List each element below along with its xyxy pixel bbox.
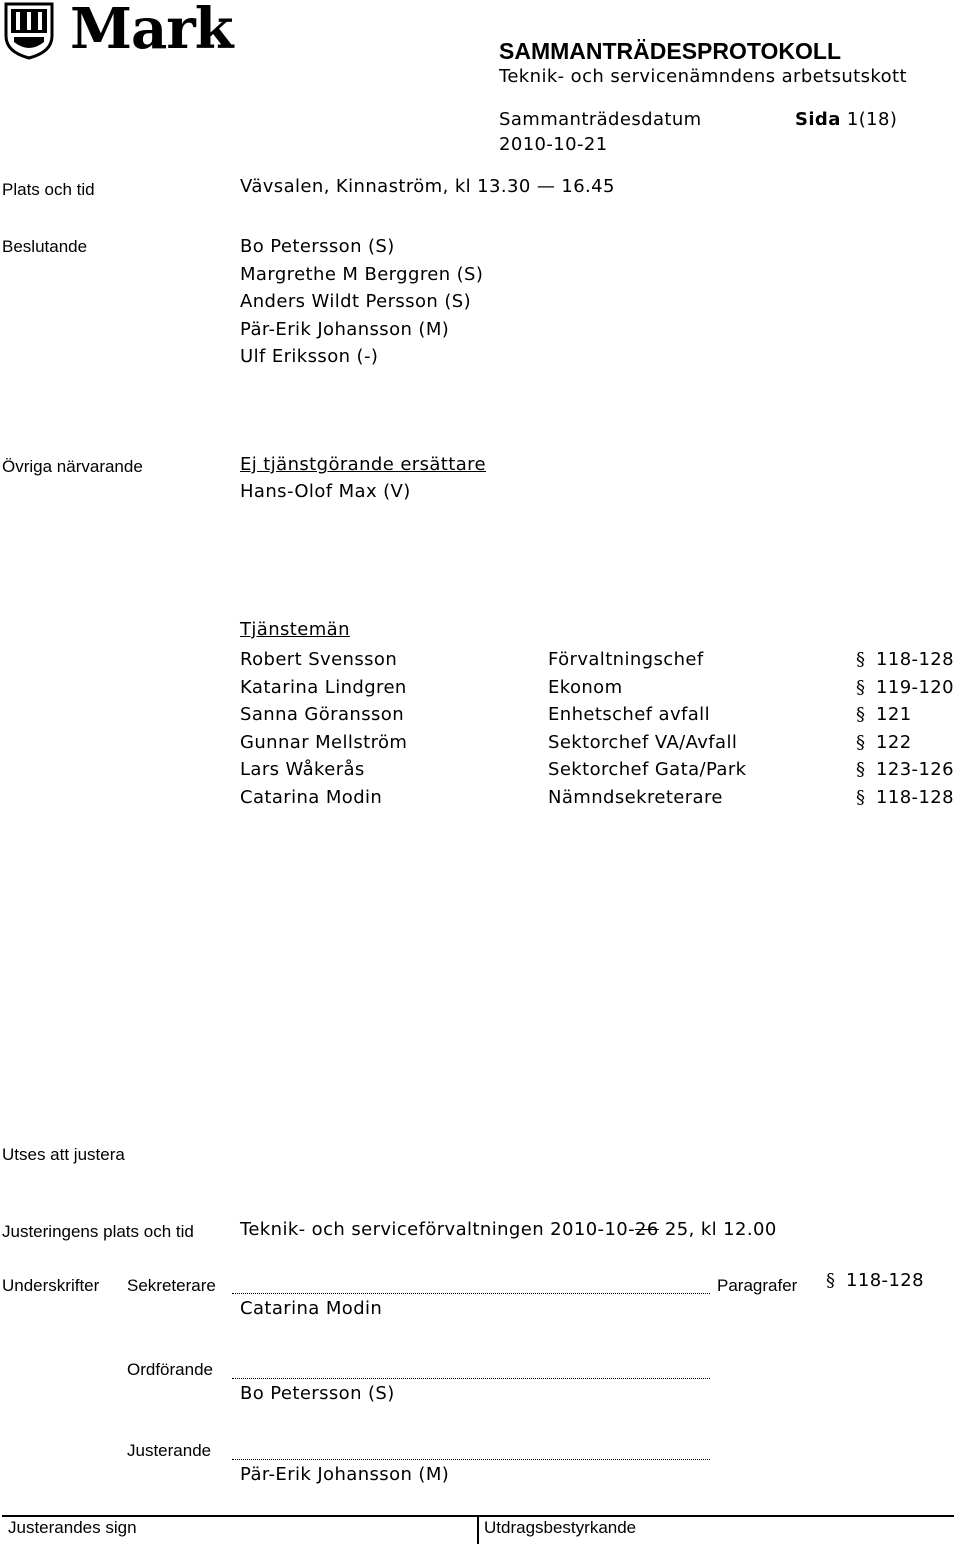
official-row [240, 784, 960, 812]
deciding-member: Pär-Erik Johansson (M) [240, 318, 450, 340]
deciding-member: Ulf Eriksson (-) [240, 346, 379, 368]
date-label: Sammanträdesdatum [499, 109, 702, 130]
chair-label: Ordförande [127, 1360, 213, 1379]
place-value-start: Vävsalen, Kinnaström, kl 13.30 [240, 176, 537, 197]
chair-signature-line[interactable] [232, 1378, 710, 1379]
logo-wordmark: Mark [70, 0, 233, 62]
page-label: Sida [795, 109, 841, 130]
official-row [240, 646, 960, 674]
deciding-member: Anders Wildt Persson (S) [240, 291, 471, 313]
official-role: Nämndsekreterare [548, 786, 723, 808]
secretary-name: Catarina Modin [240, 1298, 383, 1319]
footer-adjuster-sign: Justerandes sign [8, 1518, 137, 1537]
signatures-label: Underskrifter [2, 1276, 100, 1295]
deciding-member: Margrethe M Berggren (S) [240, 263, 484, 285]
officials-table [240, 646, 960, 812]
municipality-logo [4, 2, 54, 60]
adjustment-place-label: Justeringens plats och tid [2, 1222, 194, 1241]
official-row [240, 756, 960, 784]
page-number: 1(18) [846, 109, 898, 130]
substitute-name: Hans-Olof Max (V) [240, 481, 411, 502]
place-label: Plats och tid [2, 180, 95, 199]
adjustment-struck-date: 26 [635, 1219, 659, 1240]
official-role: Sektorchef Gata/Park [548, 759, 747, 781]
official-name: Katarina Lindgren [240, 676, 407, 698]
deciding-members-list [240, 233, 483, 371]
official-role: Enhetschef avfall [548, 704, 710, 726]
adjusters-label: Utses att justera [2, 1145, 125, 1164]
adjustment-place-suffix: 25, kl 12.00 [658, 1219, 777, 1240]
adjuster-label: Justerande [127, 1441, 212, 1460]
page-indicator [795, 109, 897, 130]
others-label: Övriga närvarande [2, 457, 143, 476]
place-value-dash: — [536, 176, 556, 197]
official-name: Gunnar Mellström [240, 731, 408, 753]
place-value [240, 176, 615, 197]
chair-name: Bo Petersson (S) [240, 1383, 395, 1404]
official-name: Sanna Göransson [240, 704, 405, 726]
official-paragraphs: § 118-128 [856, 646, 954, 674]
footer-certification: Utdragsbestyrkande [484, 1518, 637, 1537]
committee-name: Teknik- och servicenämndens arbetsutskott [499, 66, 907, 87]
official-paragraphs: § 122 [856, 729, 912, 757]
signature-paragraphs: § 118-128 [826, 1270, 924, 1291]
official-paragraphs: § 121 [856, 701, 912, 729]
adjuster-signature-line[interactable] [232, 1459, 710, 1460]
official-name: Catarina Modin [240, 786, 383, 808]
officials-heading: Tjänstemän [240, 619, 350, 640]
deciding-label: Beslutande [2, 237, 88, 256]
coat-of-arms-icon [4, 2, 54, 60]
official-role: Förvaltningschef [548, 649, 704, 670]
substitutes-heading: Ej tjänstgörande ersättare [240, 454, 487, 475]
official-role: Ekonom [548, 676, 623, 698]
document-title: SAMMANTRÄDESPROTOKOLL [499, 38, 842, 64]
official-name: Robert Svensson [240, 649, 398, 670]
official-row [240, 701, 960, 729]
paragraphs-label: Paragrafer [717, 1276, 798, 1295]
official-paragraphs: § 118-128 [856, 784, 954, 812]
official-paragraphs: § 123-126 [856, 756, 954, 784]
secretary-label: Sekreterare [127, 1276, 216, 1295]
official-row [240, 729, 960, 757]
secretary-signature-line[interactable] [232, 1293, 710, 1294]
footer-separator [477, 1516, 479, 1544]
adjuster-name: Pär-Erik Johansson (M) [240, 1464, 450, 1485]
official-role: Sektorchef VA/Avfall [548, 731, 738, 753]
place-value-end: 16.45 [555, 176, 615, 197]
meeting-date: 2010-10-21 [499, 134, 608, 155]
adjustment-place-value [240, 1219, 777, 1240]
official-name: Lars Wåkerås [240, 759, 365, 781]
adjustment-place-prefix: Teknik- och serviceförvaltningen 2010-10- [240, 1219, 636, 1240]
official-row [240, 674, 960, 702]
deciding-member: Bo Petersson (S) [240, 236, 395, 257]
official-paragraphs: § 119-120 [856, 674, 954, 702]
